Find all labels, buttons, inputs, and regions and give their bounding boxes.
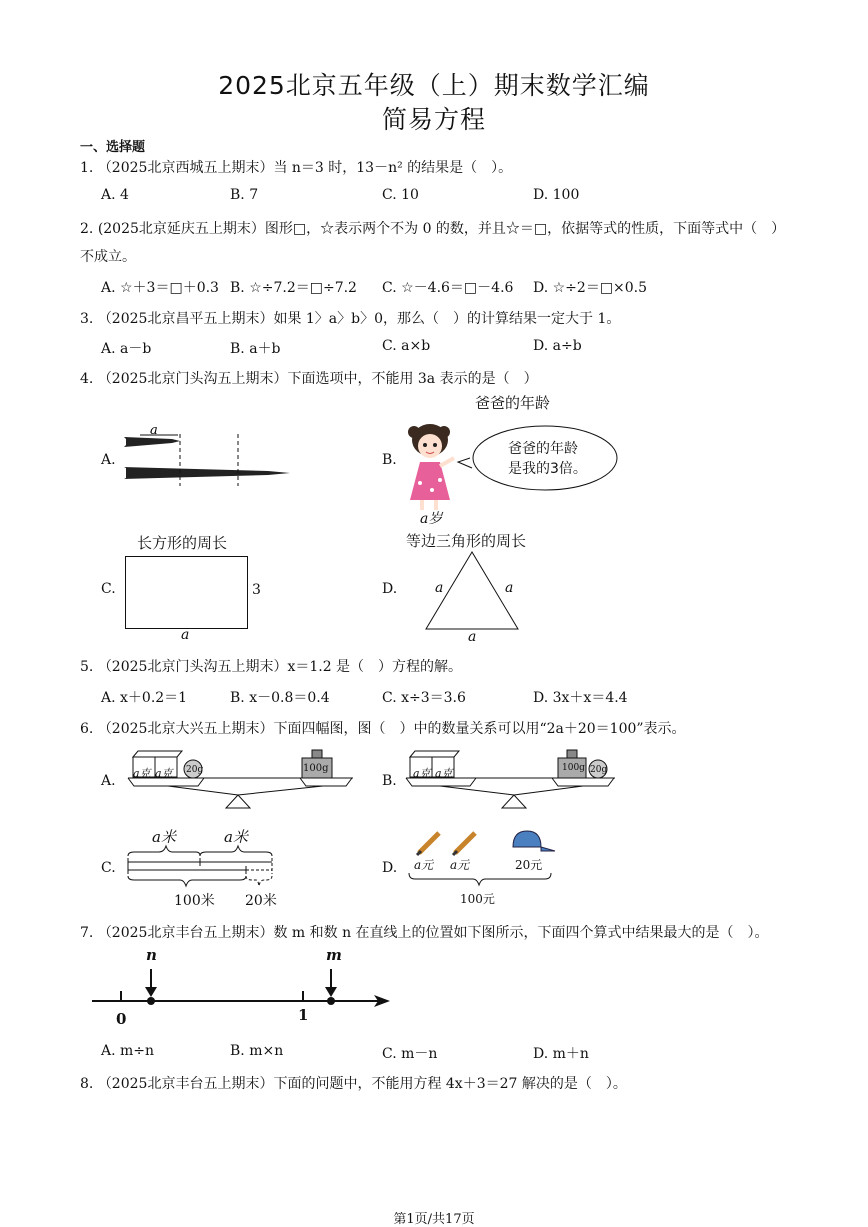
question-number: 5.: [80, 659, 94, 675]
option-a: A. x＋0.2＝1: [101, 690, 188, 706]
bubble-line-2: 是我的3倍。: [508, 461, 587, 477]
point-m-label: m: [326, 946, 342, 964]
question-number: 8.: [80, 1076, 94, 1092]
figure-label-a: A.: [101, 773, 116, 789]
weight-20g: 20g: [590, 765, 608, 775]
rect-side-label: 3: [252, 582, 261, 598]
figure-label-d: D.: [382, 581, 398, 597]
option-a: A. ☆＋3＝□＋0.3: [101, 280, 219, 296]
number-line: [88, 945, 398, 1030]
weight-label: a克: [435, 767, 453, 780]
figure-label-d: D.: [382, 860, 398, 876]
segment-label-100m: 100米: [174, 893, 215, 909]
question-number: 3.: [80, 311, 94, 327]
question-text: （2025北京昌平五上期末）如果 1〉a〉b〉0，那么（ ）的计算结果一定大于 1。: [97, 311, 621, 327]
question-text: （2025北京门头沟五上期末）下面选项中，不能用 3a 表示的是（ ）: [97, 371, 538, 387]
option-a: A. m÷n: [101, 1043, 155, 1059]
option-b: B. a＋b: [230, 341, 281, 357]
question-text: (2025北京延庆五上期末）图形□，☆表示两个不为 0 的数，并且☆＝□，依据等式的性质，下面等式中（ ）: [97, 221, 786, 237]
tri-right-label: a: [505, 580, 514, 596]
question-number: 2.: [80, 221, 94, 237]
option-c: C. a×b: [382, 338, 431, 354]
question-number: 6.: [80, 721, 94, 737]
segment-label-20m: 20米: [245, 893, 277, 909]
figure-b-title: 爸爸的年龄: [475, 394, 551, 412]
weight-20g: 20g: [186, 765, 204, 775]
option-b: B. ☆÷7.2＝□÷7.2: [230, 280, 357, 296]
weight-label: a克: [413, 767, 431, 780]
tri-left-label: a: [435, 580, 444, 596]
question-text: （2025北京丰台五上期末）下面的问题中，不能用方程 4x＋3＝27 解决的是（ ）。: [97, 1076, 627, 1092]
segment-label-am: a米: [224, 828, 248, 846]
price-label-20: 20元: [515, 858, 543, 872]
segment-label-am: a米: [152, 828, 176, 846]
page-subtitle: 简易方程: [381, 105, 486, 134]
page-footer: 第1页/共17页: [393, 1212, 475, 1227]
figure-label-b: B.: [382, 452, 397, 468]
question-5: [80, 656, 462, 676]
question-6: [80, 718, 686, 738]
rect-bottom-label: a: [181, 627, 190, 643]
weight-label: a克: [155, 767, 173, 780]
question-text: （2025北京大兴五上期末）下面四幅图，图（ ）中的数量关系可以用“2a＋20＝100”表示。: [97, 721, 686, 737]
price-label-100: 100元: [460, 892, 495, 906]
bubble-line-1: 爸爸的年龄: [508, 441, 578, 457]
weight-100g: 100g: [303, 763, 329, 774]
option-c: C. x÷3＝3.6: [382, 690, 466, 706]
option-d: D. 3x＋x＝4.4: [533, 690, 628, 706]
option-d: D. m＋n: [533, 1046, 589, 1062]
question-3: [80, 308, 620, 328]
nails-figure: [118, 420, 298, 490]
figure-c-title: 长方形的周长: [137, 534, 228, 552]
var-a: a: [150, 423, 158, 438]
tick-one-label: 1: [298, 1006, 309, 1024]
tick-zero-label: 0: [116, 1010, 127, 1028]
figure-label-a: A.: [101, 452, 116, 468]
balance-scale-b: [400, 740, 620, 815]
section-heading: 一、选择题: [80, 140, 146, 155]
question-number: 4.: [80, 371, 94, 387]
question-text: （2025北京丰台五上期末）数 m 和数 n 在直线上的位置如下图所示，下面四个算式中结果最大的是（ ）。: [97, 925, 769, 941]
option-d: D. a÷b: [533, 338, 582, 354]
question-2-continued: 不成立。: [80, 249, 136, 265]
figure-label-c: C.: [101, 860, 116, 876]
pen-icon: [419, 833, 439, 853]
question-7: [80, 922, 769, 942]
price-label: a元: [450, 858, 470, 872]
question-2: [80, 218, 785, 238]
cap-icon: [513, 831, 541, 847]
option-b: B. m×n: [230, 1043, 284, 1059]
option-c: C. ☆－4.6＝□－4.6: [382, 280, 514, 296]
weight-100g: 100g: [562, 763, 585, 773]
option-c: C. m－n: [382, 1046, 438, 1062]
page-title: 2025北京五年级（上）期末数学汇编: [218, 71, 650, 100]
figure-d-title: 等边三角形的周长: [406, 532, 527, 550]
option-d: D. ☆÷2＝□×0.5: [533, 280, 648, 296]
tri-bottom-label: a: [468, 629, 477, 645]
option-d: D. 100: [533, 187, 580, 203]
balance-scale-a: [118, 740, 358, 815]
question-text: （2025北京西城五上期末）当 n＝3 时，13－n² 的结果是（ ）。: [97, 160, 513, 176]
rectangle-shape: [125, 556, 248, 629]
option-b: B. x－0.8＝0.4: [230, 690, 330, 706]
question-number: 1.: [80, 160, 94, 176]
question-4: [80, 368, 538, 388]
age-label: a岁: [420, 511, 443, 527]
figure-label-b: B.: [382, 773, 397, 789]
point-n-label: n: [146, 946, 157, 964]
option-a: A. a－b: [101, 341, 152, 357]
pen-icon: [455, 833, 475, 853]
figure-label-c: C.: [101, 581, 116, 597]
price-label: a元: [414, 858, 434, 872]
option-a: A. 4: [101, 187, 129, 203]
segment-diagram: [124, 840, 284, 890]
option-c: C. 10: [382, 187, 419, 203]
question-8: [80, 1073, 627, 1093]
option-b: B. 7: [230, 187, 259, 203]
weight-label: a克: [133, 767, 151, 780]
question-1: [80, 157, 512, 177]
question-text: （2025北京门头沟五上期末）x＝1.2 是（ ）方程的解。: [97, 659, 463, 675]
question-number: 7.: [80, 925, 94, 941]
